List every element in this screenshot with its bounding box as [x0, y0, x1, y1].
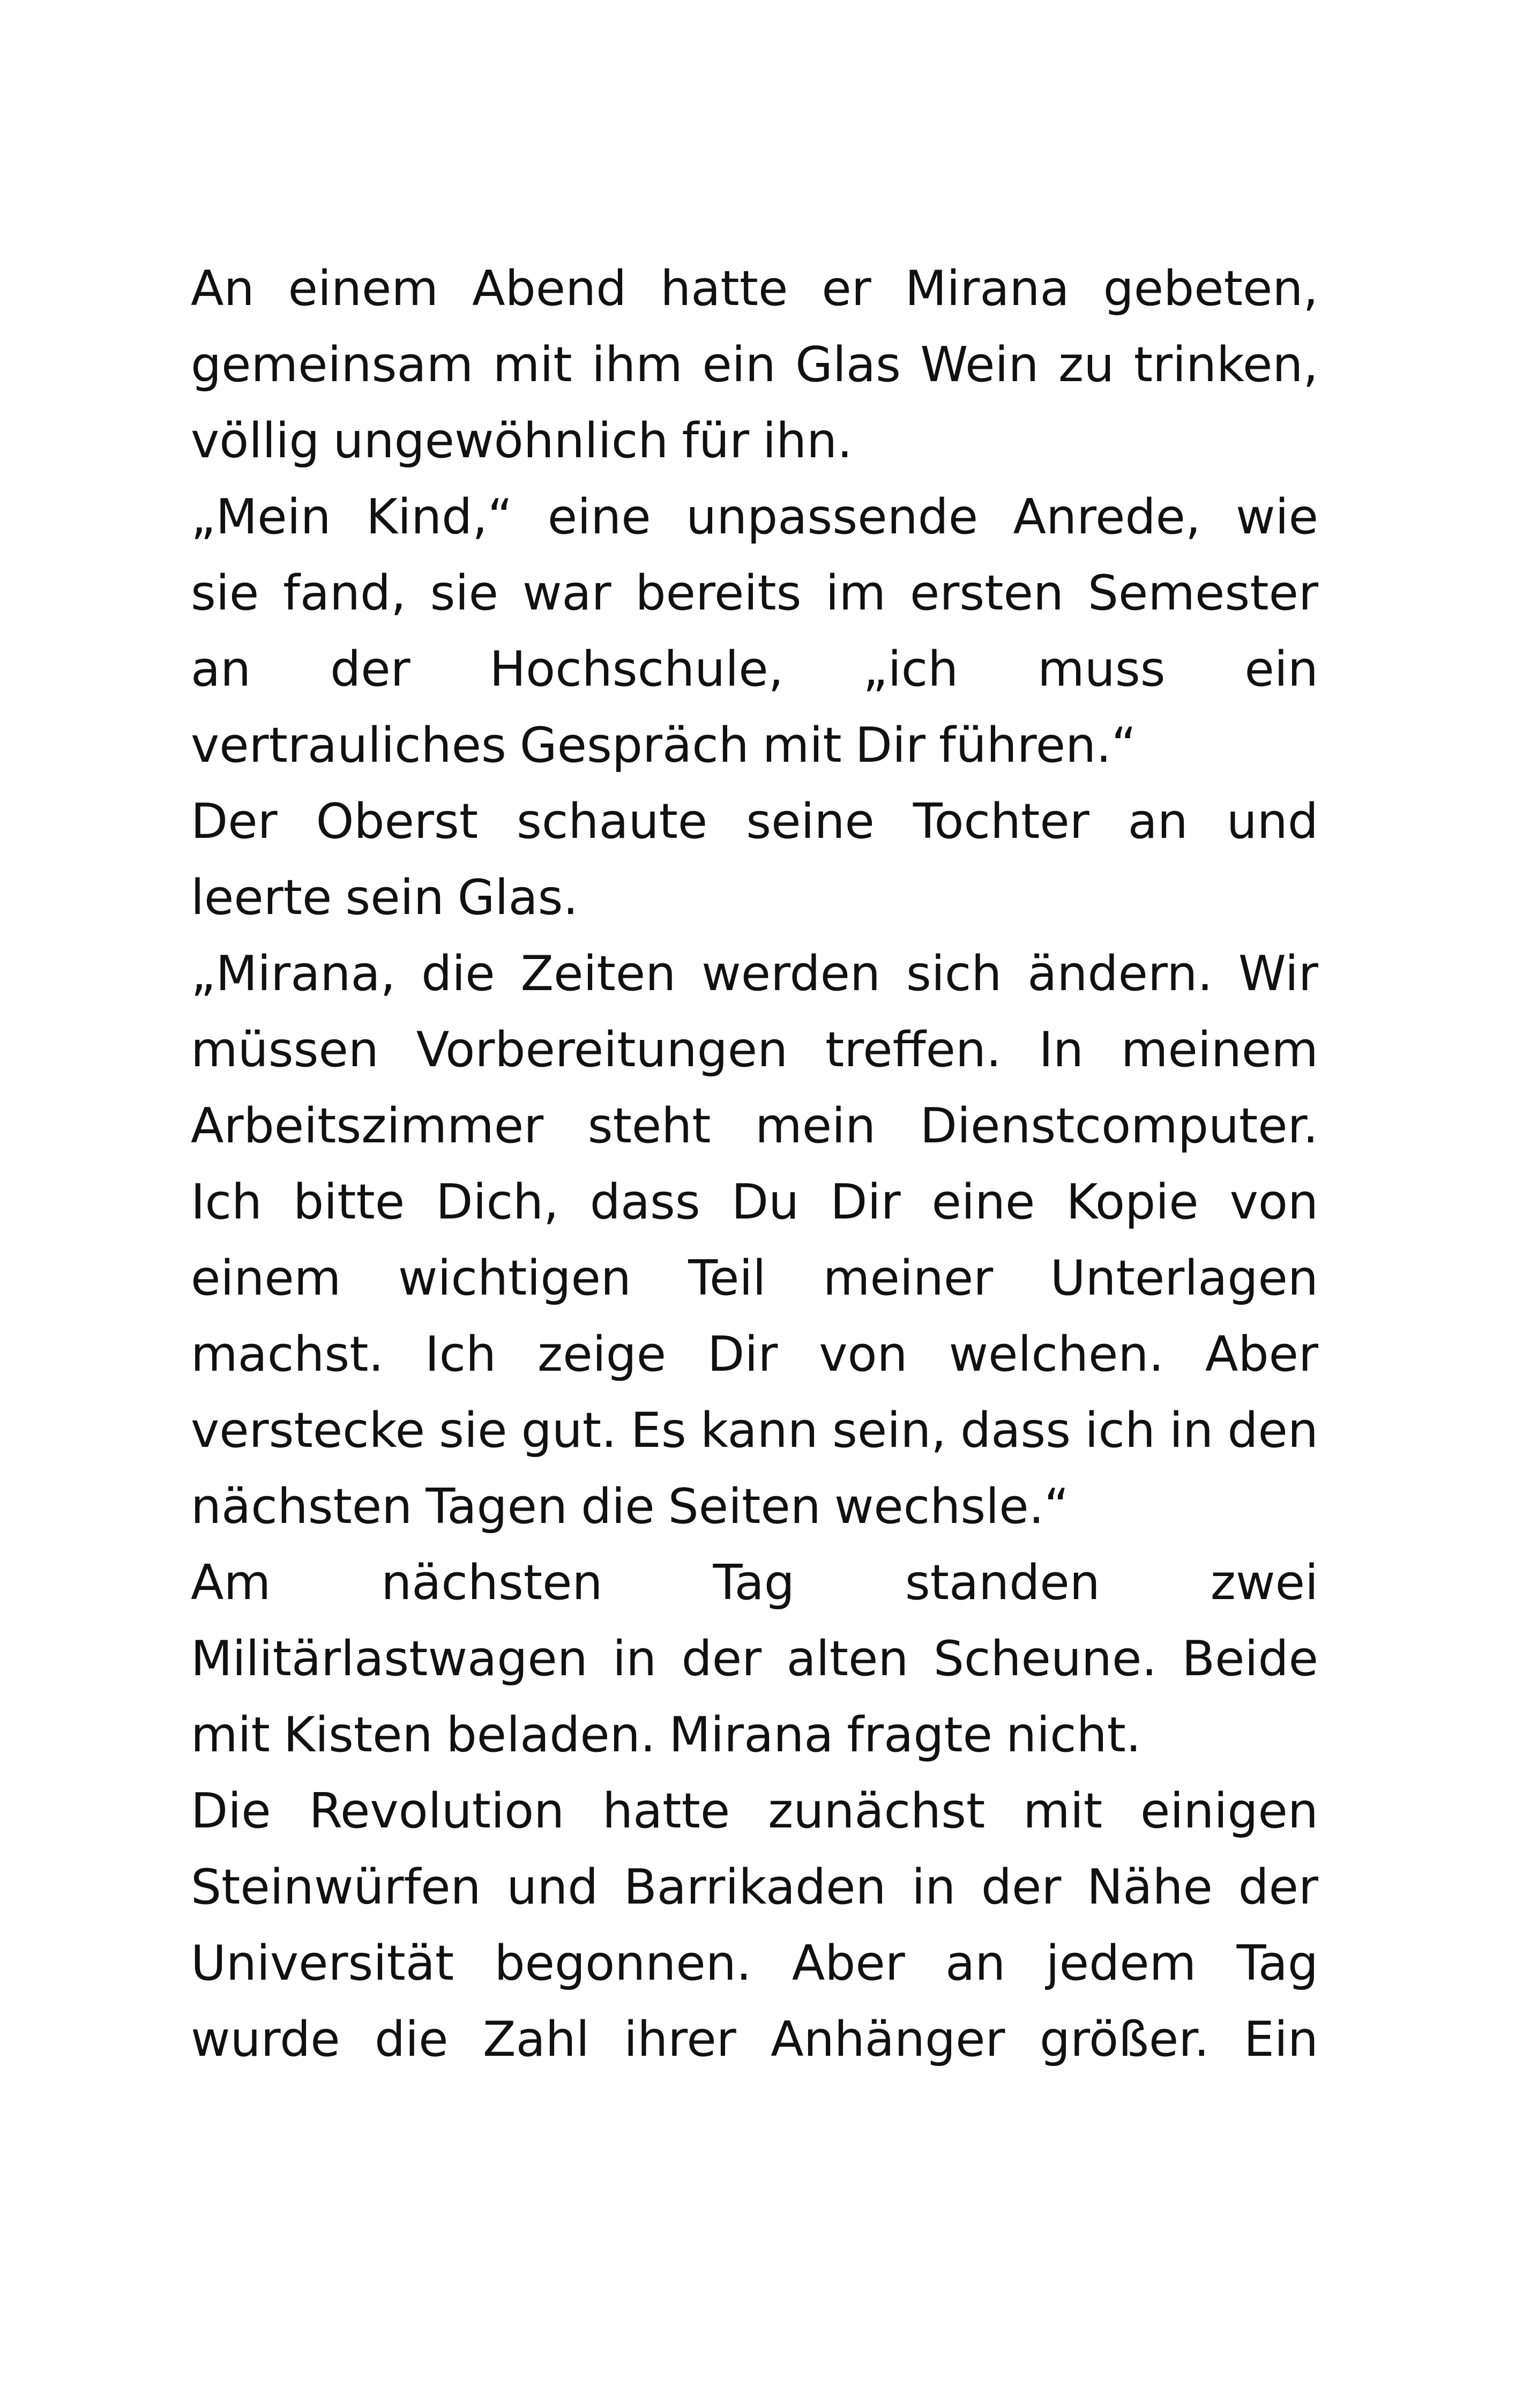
- text-line: [191, 327, 1318, 403]
- word: sein,: [832, 1402, 946, 1459]
- word: dass: [589, 1174, 700, 1230]
- word: Barrikaden: [624, 1859, 886, 1915]
- word: völlig: [191, 413, 320, 469]
- word: mit: [492, 337, 572, 393]
- word: der: [1238, 1859, 1318, 1915]
- word: ersten: [910, 565, 1064, 621]
- word: Kind,“: [366, 489, 513, 545]
- word: Dir: [830, 1174, 901, 1230]
- word: einem: [191, 1250, 341, 1306]
- word: alten: [786, 1631, 909, 1687]
- word: einigen: [1140, 1783, 1318, 1839]
- word: an: [1128, 793, 1188, 850]
- word: Ich: [191, 1174, 263, 1230]
- word: Aber: [792, 1935, 905, 1991]
- text-line: [191, 784, 1318, 860]
- word: Universität: [191, 1935, 454, 1991]
- word: Tagen: [425, 1478, 568, 1535]
- word: Abend: [472, 261, 627, 317]
- word: die: [581, 1478, 655, 1535]
- word: Hochschule,: [489, 641, 784, 697]
- text-line: [191, 708, 1318, 784]
- word: gemeinsam: [191, 337, 474, 393]
- text-line: [191, 2002, 1318, 2078]
- word: Aber: [1205, 1326, 1318, 1383]
- word: Der: [191, 793, 278, 850]
- word: der: [981, 1859, 1062, 1915]
- word: sie: [430, 565, 498, 621]
- word: An: [191, 261, 255, 317]
- word: in: [1169, 1402, 1214, 1459]
- word: mit: [191, 1707, 270, 1763]
- word: müssen: [191, 1022, 379, 1078]
- word: bitte: [293, 1174, 405, 1230]
- word: mit: [762, 717, 842, 774]
- word: nächsten: [191, 1478, 413, 1535]
- text-line: [191, 1926, 1318, 2002]
- word: mit: [1023, 1783, 1103, 1839]
- word: Wein: [920, 337, 1039, 393]
- word: Mirana: [905, 261, 1070, 317]
- word: treffen.: [825, 1022, 1002, 1078]
- word: der: [330, 641, 410, 697]
- word: wichtigen: [398, 1250, 631, 1306]
- word: nächsten: [381, 1555, 603, 1611]
- word: Tag: [713, 1555, 795, 1611]
- text-line: [191, 1621, 1318, 1697]
- word: „ich: [863, 641, 959, 697]
- text-line: [191, 1697, 1318, 1773]
- word: mein: [755, 1098, 876, 1154]
- word: wurde: [191, 2011, 340, 2068]
- word: Ein: [1244, 2011, 1318, 2068]
- word: ungewöhnlich: [333, 413, 669, 469]
- word: zu: [1058, 337, 1115, 393]
- text-line: [191, 1012, 1318, 1088]
- word: machst.: [191, 1326, 384, 1383]
- word: Tochter: [913, 793, 1089, 850]
- word: ich: [1085, 1402, 1155, 1459]
- word: Die: [191, 1783, 271, 1839]
- word: ein: [1244, 641, 1318, 697]
- word: seine: [746, 793, 875, 850]
- text-line: [191, 1317, 1318, 1393]
- word: führen.“: [939, 717, 1137, 774]
- word: Revolution: [309, 1783, 565, 1839]
- word: Militärlastwagen: [191, 1631, 588, 1687]
- body-text: [191, 251, 1318, 2078]
- word: Anrede,: [1013, 489, 1201, 545]
- word: fand,: [283, 565, 406, 621]
- word: im: [825, 565, 886, 621]
- text-line: [191, 936, 1318, 1012]
- word: Oberst: [316, 793, 479, 850]
- word: ihrer: [624, 2011, 736, 2068]
- word: Zeiten: [520, 946, 676, 1002]
- text-line: [191, 1164, 1318, 1240]
- word: werden: [701, 946, 881, 1002]
- word: einem: [288, 261, 439, 317]
- word: war: [522, 565, 611, 621]
- word: an: [191, 641, 251, 697]
- word: steht: [587, 1098, 711, 1154]
- word: für: [682, 413, 750, 469]
- word: Zahl: [482, 2011, 589, 2068]
- word: Nähe: [1086, 1859, 1213, 1915]
- word: Beide: [1182, 1631, 1318, 1687]
- word: ein: [702, 337, 776, 393]
- word: „Mein: [191, 489, 331, 545]
- word: jedem: [1046, 1935, 1197, 1991]
- word: Seiten: [668, 1478, 821, 1535]
- word: an: [945, 1935, 1006, 1991]
- text-line: [191, 631, 1318, 708]
- word: die: [375, 2011, 449, 2068]
- word: Kisten: [283, 1707, 433, 1763]
- word: muss: [1037, 641, 1166, 697]
- word: Es: [630, 1402, 686, 1459]
- text-line: [191, 479, 1318, 555]
- word: Gespräch: [519, 717, 749, 774]
- word: hatte: [660, 261, 788, 317]
- word: er: [822, 261, 871, 317]
- word: unpassende: [686, 489, 979, 545]
- word: verstecke: [191, 1402, 425, 1459]
- word: Teil: [688, 1250, 766, 1306]
- text-line: [191, 860, 1318, 936]
- word: die: [421, 946, 495, 1002]
- word: Anhänger: [771, 2011, 1005, 2068]
- word: eine: [547, 489, 651, 545]
- word: Dir: [855, 717, 926, 774]
- word: Arbeitszimmer: [191, 1098, 544, 1154]
- word: sie: [439, 1402, 507, 1459]
- word: und: [1226, 793, 1318, 850]
- word: Steinwürfen: [191, 1859, 481, 1915]
- word: Vorbereitungen: [416, 1022, 788, 1078]
- word: Semester: [1087, 565, 1318, 621]
- word: und: [506, 1859, 599, 1915]
- text-line: [191, 1240, 1318, 1317]
- word: Am: [191, 1555, 271, 1611]
- word: Tag: [1236, 1935, 1318, 1991]
- word: Mirana: [669, 1707, 834, 1763]
- word: sein: [345, 869, 444, 926]
- word: größer.: [1039, 2011, 1210, 2068]
- text-line: [191, 403, 1318, 479]
- word: sich: [906, 946, 1002, 1002]
- word: ihn.: [763, 413, 853, 469]
- word: hatte: [602, 1783, 730, 1839]
- word: Glas: [795, 337, 901, 393]
- word: leerte: [191, 869, 332, 926]
- word: In: [1039, 1022, 1084, 1078]
- text-line: [191, 251, 1318, 327]
- text-line: [191, 1849, 1318, 1926]
- word: Ich: [425, 1326, 497, 1383]
- word: Dienstcomputer.: [920, 1098, 1318, 1154]
- text-line: [191, 1773, 1318, 1849]
- word: wie: [1236, 489, 1318, 545]
- word: welchen.: [949, 1326, 1164, 1383]
- word: ihm: [592, 337, 683, 393]
- word: nicht.: [1006, 1707, 1141, 1763]
- word: trinken,: [1133, 337, 1318, 393]
- word: den: [1227, 1402, 1318, 1459]
- word: eine: [931, 1174, 1035, 1230]
- text-line: [191, 1545, 1318, 1621]
- word: beladen.: [446, 1707, 656, 1763]
- word: Dich,: [436, 1174, 559, 1230]
- word: zunächst: [768, 1783, 986, 1839]
- word: Glas.: [457, 869, 579, 926]
- word: vertrauliches: [191, 717, 506, 774]
- word: meinem: [1121, 1022, 1318, 1078]
- word: dass: [960, 1402, 1071, 1459]
- word: Kopie: [1066, 1174, 1199, 1230]
- word: von: [1229, 1174, 1318, 1230]
- word: bereits: [635, 565, 802, 621]
- text-line: [191, 1088, 1318, 1164]
- word: sie: [191, 565, 259, 621]
- word: „Mirana,: [191, 946, 396, 1002]
- word: ändern.: [1027, 946, 1213, 1002]
- word: kann: [700, 1402, 818, 1459]
- word: Unterlagen: [1050, 1250, 1318, 1306]
- word: Scheune.: [933, 1631, 1157, 1687]
- word: zwei: [1210, 1555, 1318, 1611]
- word: meiner: [823, 1250, 994, 1306]
- text-line: [191, 555, 1318, 631]
- text-line: [191, 1469, 1318, 1545]
- word: fragte: [847, 1707, 993, 1763]
- word: gut.: [521, 1402, 617, 1459]
- word: in: [912, 1859, 956, 1915]
- word: begonnen.: [494, 1935, 752, 1991]
- text-line: [191, 1393, 1318, 1469]
- word: von: [819, 1326, 908, 1383]
- word: zeige: [537, 1326, 667, 1383]
- word: gebeten,: [1103, 261, 1318, 317]
- word: standen: [905, 1555, 1100, 1611]
- word: Du: [731, 1174, 800, 1230]
- word: wechsle.“: [834, 1478, 1069, 1535]
- word: schaute: [517, 793, 708, 850]
- word: Wir: [1238, 946, 1318, 1002]
- word: in: [613, 1631, 657, 1687]
- word: der: [681, 1631, 762, 1687]
- word: Dir: [707, 1326, 778, 1383]
